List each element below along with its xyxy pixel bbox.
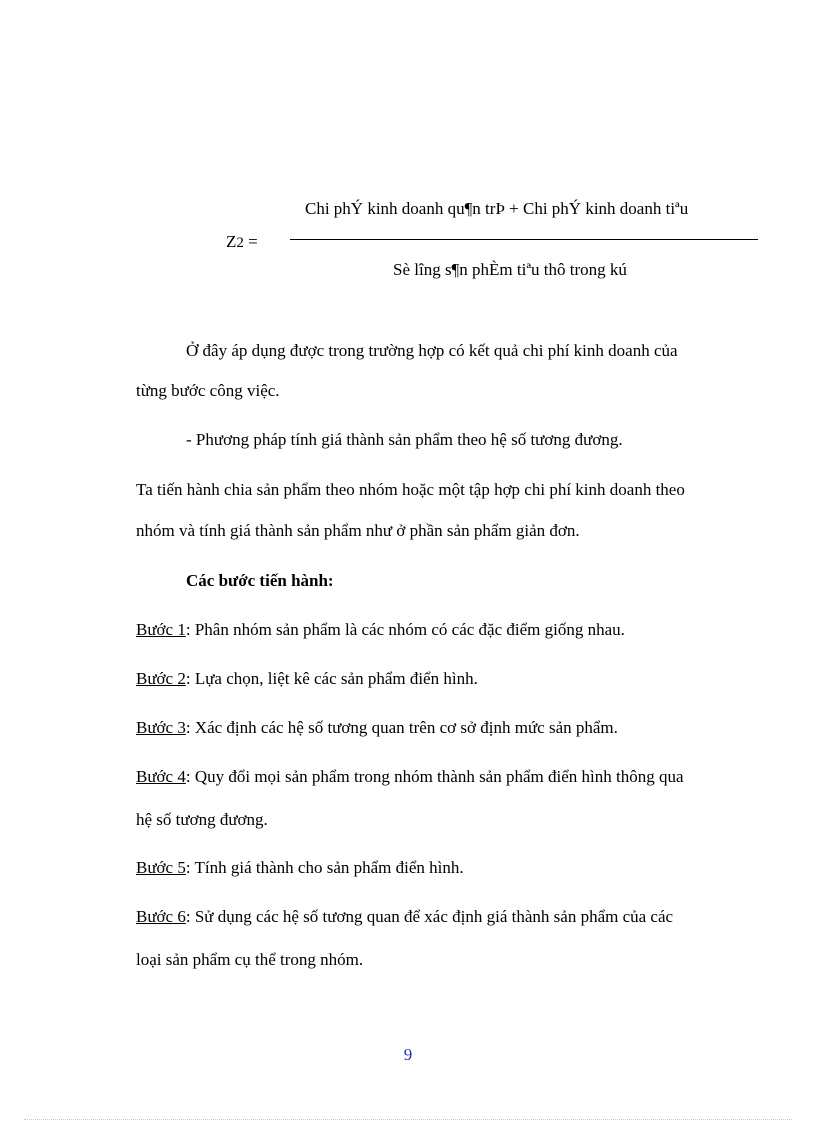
step-4 (136, 767, 684, 787)
fraction-bar (290, 239, 758, 240)
step-text: : Sử dụng các hệ số tương quan để xác định giá thành sản phẩm của các (185, 907, 674, 926)
steps-heading: Các bước tiến hành: (186, 571, 334, 590)
paragraph-1-line-1: Ở đây áp dụng được trong trường hợp có kết quả chi phí kinh doanh của (186, 341, 678, 360)
step-label: Bước 2 (136, 669, 186, 688)
paragraph-3-line-2: nhóm và tính giá thành sản phẩm như ở phần sản phẩm giản đơn. (136, 521, 580, 540)
formula-numerator: Chi phÝ kinh doanh qu¶n trÞ + Chi phÝ kinh doanh tiªu (305, 199, 689, 218)
step-5 (136, 858, 464, 878)
step-text: : Quy đổi mọi sản phẩm trong nhóm thành sản phẩm điển hình thông qua (185, 767, 684, 786)
step-label: Bước 5 (136, 858, 186, 877)
step-2 (136, 669, 478, 689)
page-bottom-rule (24, 1119, 792, 1120)
step-text: : Tính giá thành cho sản phẩm điển hình. (185, 858, 464, 877)
formula-equals: = (243, 232, 258, 251)
step-text: : Phân nhóm sản phẩm là các nhóm có các đặc điểm giống nhau. (185, 620, 625, 639)
step-6 (136, 907, 673, 927)
paragraph-1-line-2: từng bước công việc. (136, 381, 280, 400)
step-3 (136, 718, 618, 738)
formula-z: Z (226, 232, 237, 251)
step-text: : Xác định các hệ số tương quan trên cơ sở định mức sản phẩm. (185, 718, 618, 737)
formula-subscript: 2 (236, 235, 244, 251)
step-label: Bước 6 (136, 907, 186, 926)
paragraph-3-line-1: Ta tiến hành chia sản phẩm theo nhóm hoặc một tập hợp chi phí kinh doanh theo (136, 480, 685, 499)
step-text: : Lựa chọn, liệt kê các sản phẩm điển hình. (185, 669, 478, 688)
page-number: 9 (403, 1045, 413, 1064)
step-4-continuation: hệ số tương đương. (136, 810, 268, 829)
method-heading: - Phương pháp tính giá thành sản phẩm theo hệ số tương đương. (186, 430, 623, 449)
step-1 (136, 620, 625, 640)
step-6-continuation: loại sản phẩm cụ thể trong nhóm. (136, 950, 364, 969)
formula-lhs (226, 232, 258, 252)
formula-denominator: Sè lîng s¶n phÈm tiªu thô trong kú (393, 260, 627, 279)
step-label: Bước 3 (136, 718, 186, 737)
step-label: Bước 1 (136, 620, 186, 639)
step-label: Bước 4 (136, 767, 186, 786)
